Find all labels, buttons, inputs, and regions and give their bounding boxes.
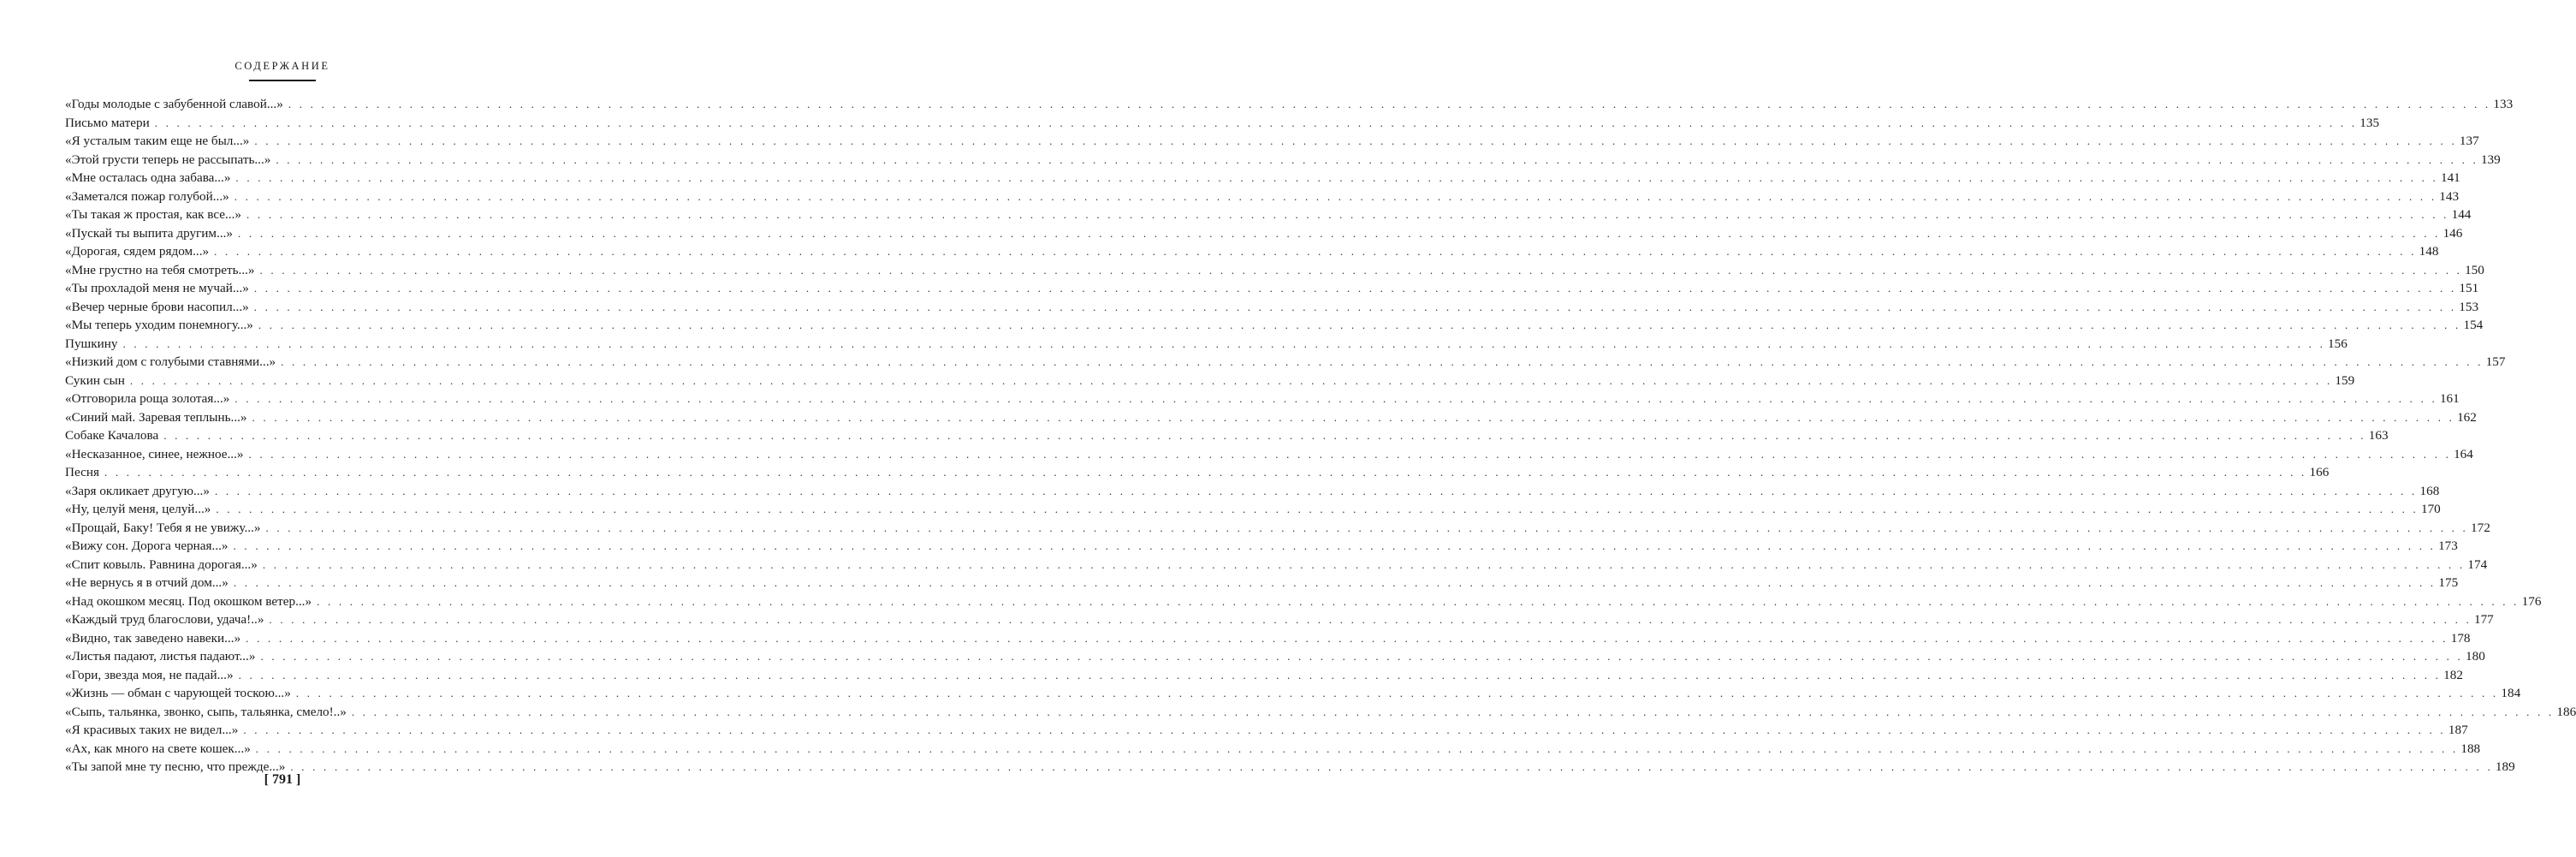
toc-entry-title: Сукин сын	[65, 372, 125, 388]
table-of-contents	[65, 95, 2576, 777]
dot-leader: . . . . . . . . . . . . . . . . . . . . . . . . . . . . . . . . . . . . . . . . . . . . . . . . . . . . . . . . . . . . . . . . . . . . . . . . . . . . . . . . . . . . . . . . . . . . . . . . . . . . . . . . . . . . . . . . . . . . . . . . . . . . . . . . . . . . . . . . . . . . . . . . . . . . . . . . . . . . . . . . . . . . . . . . . . . . . . . . . . . . . . . . . . . . . . . . . . . . . . . .	[255, 741, 2459, 755]
toc-entry-title: «Каждый труд благослови, удача!..»	[65, 612, 264, 627]
toc-entry-page: 153	[2459, 299, 2479, 314]
toc-entry-page: 174	[2467, 556, 2488, 572]
toc-entry-page: 157	[2485, 354, 2506, 369]
toc-entry-title: Письмо матери	[65, 115, 150, 130]
dot-leader: . . . . . . . . . . . . . . . . . . . . . . . . . . . . . . . . . . . . . . . . . . . . . . . . . . . . . . . . . . . . . . . . . . . . . . . . . . . . . . . . . . . . . . . . . . . . . . . . . . . . . . . . . . . . . . . . . . . . . . . . . . . . . . . . . . . . . . . . . . . . . . . . . . . . . . . . . . . . . . . . . . . . . . . . . . . . . . . . . . . . . . . . . . . . . . . . . . . . . . . .	[288, 98, 2491, 110]
toc-entry-page: 182	[2443, 667, 2463, 682]
toc-entry-title: «Ах, как много на свете кошек...»	[65, 741, 251, 756]
header-rule	[249, 80, 316, 81]
toc-entry-page: 170	[2420, 502, 2441, 516]
dot-leader: . . . . . . . . . . . . . . . . . . . . . . . . . . . . . . . . . . . . . . . . . . . . . . . . . . . . . . . . . . . . . . . . . . . . . . . . . . . . . . . . . . . . . . . . . . . . . . . . . . . . . . . . . . . . . . . . . . . . . . . . . . . . . . . . . . . . . . . . . . . . . . . . . . . . . . . . . . . . . . . . . . . . . . . . . . . . . . . . . . . . . . . . . . . . . . . . . . . . . . . .	[122, 336, 2326, 350]
toc-entry-page: 135	[2359, 115, 2380, 130]
toc-entry	[65, 740, 2481, 759]
toc-entry	[65, 445, 2473, 464]
toc-entry-title: «Отговорила роща золотая...»	[65, 391, 230, 406]
toc-entry	[65, 279, 2479, 298]
toc-entry-page: 180	[2466, 649, 2485, 664]
section-title: СОДЕРЖАНИЕ	[234, 60, 330, 72]
dot-leader: . . . . . . . . . . . . . . . . . . . . . . . . . . . . . . . . . . . . . . . . . . . . . . . . . . . . . . . . . . . . . . . . . . . . . . . . . . . . . . . . . . . . . . . . . . . . . . . . . . . . . . . . . . . . . . . . . . . . . . . . . . . . . . . . . . . . . . . . . . . . . . . . . . . . . . . . . . . . . . . . . . . . . . . . . . . . . . . . . . . . . . . . . . . . . . . . . . . . . . . .	[276, 152, 2478, 166]
toc-entry	[65, 408, 2477, 427]
toc-entry	[65, 666, 2463, 685]
toc-entry-title: «Ты такая ж простая, как все...»	[65, 207, 242, 222]
dot-leader: . . . . . . . . . . . . . . . . . . . . . . . . . . . . . . . . . . . . . . . . . . . . . . . . . . . . . . . . . . . . . . . . . . . . . . . . . . . . . . . . . . . . . . . . . . . . . . . . . . . . . . . . . . . . . . . . . . . . . . . . . . . . . . . . . . . . . . . . . . . . . . . . . . . . . . . . . . . . . . . . . . . . . . . . . . . . . . . . . . . . . . . . . . . . . . . . . . . . . . . .	[290, 760, 2493, 773]
dot-leader: . . . . . . . . . . . . . . . . . . . . . . . . . . . . . . . . . . . . . . . . . . . . . . . . . . . . . . . . . . . . . . . . . . . . . . . . . . . . . . . . . . . . . . . . . . . . . . . . . . . . . . . . . . . . . . . . . . . . . . . . . . . . . . . . . . . . . . . . . . . . . . . . . . . . . . . . . . . . . . . . . . . . . . . . . . . . . . . . . . . . . . . . . . . . . . . . . . . . . . . .	[252, 410, 2455, 424]
dot-leader: . . . . . . . . . . . . . . . . . . . . . . . . . . . . . . . . . . . . . . . . . . . . . . . . . . . . . . . . . . . . . . . . . . . . . . . . . . . . . . . . . . . . . . . . . . . . . . . . . . . . . . . . . . . . . . . . . . . . . . . . . . . . . . . . . . . . . . . . . . . . . . . . . . . . . . . . . . . . . . . . . . . . . . . . . . . . . . . . . . . . . . . . . . . . . . . . . . . . . . . .	[238, 226, 2441, 240]
toc-entry-title: «Ты запой мне ту песню, что прежде...»	[65, 759, 286, 774]
toc-entry-page: 143	[2439, 188, 2460, 204]
toc-entry	[65, 205, 2472, 224]
toc-entry-title: «Спит ковыль. Равнина дорогая...»	[65, 556, 258, 572]
toc-entry-title: Собаке Качалова	[65, 428, 159, 443]
toc-entry	[65, 500, 2441, 519]
toc-entry-page: 146	[2442, 225, 2463, 241]
toc-entry-page: 173	[2438, 539, 2458, 553]
toc-entry-page: 133	[2493, 97, 2514, 111]
dot-leader: . . . . . . . . . . . . . . . . . . . . . . . . . . . . . . . . . . . . . . . . . . . . . . . . . . . . . . . . . . . . . . . . . . . . . . . . . . . . . . . . . . . . . . . . . . . . . . . . . . . . . . . . . . . . . . . . . . . . . . . . . . . . . . . . . . . . . . . . . . . . . . . . . . . . . . . . . . . . . . . . . . . . . . . . . . . . . . . . . . . . . . . . . . . . . . . . . . . . . . . .	[351, 705, 2555, 718]
toc-entry-title: «Вижу сон. Дорога черная...»	[65, 539, 229, 553]
toc-entry-page: 176	[2521, 593, 2542, 609]
dot-leader: . . . . . . . . . . . . . . . . . . . . . . . . . . . . . . . . . . . . . . . . . . . . . . . . . . . . . . . . . . . . . . . . . . . . . . . . . . . . . . . . . . . . . . . . . . . . . . . . . . . . . . . . . . . . . . . . . . . . . . . . . . . . . . . . . . . . . . . . . . . . . . . . . . . . . . . . . . . . . . . . . . . . . . . . . . . . . . . . . . . . . . . . . . . . . . . . . . . . . . . .	[214, 245, 2417, 258]
toc-entry	[65, 390, 2460, 408]
toc-entry-title: «Мне осталась одна забава...»	[65, 170, 231, 185]
dot-leader: . . . . . . . . . . . . . . . . . . . . . . . . . . . . . . . . . . . . . . . . . . . . . . . . . . . . . . . . . . . . . . . . . . . . . . . . . . . . . . . . . . . . . . . . . . . . . . . . . . . . . . . . . . . . . . . . . . . . . . . . . . . . . . . . . . . . . . . . . . . . . . . . . . . . . . . . . . . . . . . . . . . . . . . . . . . . . . . . . . . . . . . . . . . . . . . . . . . . . . . .	[254, 134, 2457, 147]
toc-entry	[65, 647, 2485, 666]
toc-entry-title: Песня	[65, 465, 99, 479]
dot-leader: . . . . . . . . . . . . . . . . . . . . . . . . . . . . . . . . . . . . . . . . . . . . . . . . . . . . . . . . . . . . . . . . . . . . . . . . . . . . . . . . . . . . . . . . . . . . . . . . . . . . . . . . . . . . . . . . . . . . . . . . . . . . . . . . . . . . . . . . . . . . . . . . . . . . . . . . . . . . . . . . . . . . . . . . . . . . . . . . . . . . . . . . . . . . . . . . . . . . . . . .	[163, 429, 2366, 442]
toc-entry-page: 168	[2419, 483, 2440, 498]
dot-leader: . . . . . . . . . . . . . . . . . . . . . . . . . . . . . . . . . . . . . . . . . . . . . . . . . . . . . . . . . . . . . . . . . . . . . . . . . . . . . . . . . . . . . . . . . . . . . . . . . . . . . . . . . . . . . . . . . . . . . . . . . . . . . . . . . . . . . . . . . . . . . . . . . . . . . . . . . . . . . . . . . . . . . . . . . . . . . . . . . . . . . . . . . . . . . . . . . . . . . . . .	[265, 521, 2469, 534]
toc-entry-title: «Вечер черные брови насопил...»	[65, 299, 249, 314]
toc-entry-page: 189	[2495, 759, 2515, 774]
toc-entry-title: «Ты прохладой меня не мучай...»	[65, 281, 249, 295]
toc-entry	[65, 261, 2484, 280]
toc-entry	[65, 335, 2347, 354]
toc-entry	[65, 114, 2380, 133]
toc-entry-page: 141	[2440, 170, 2460, 185]
toc-entry-title: «Заря окликает другую...»	[65, 483, 210, 498]
dot-leader: . . . . . . . . . . . . . . . . . . . . . . . . . . . . . . . . . . . . . . . . . . . . . . . . . . . . . . . . . . . . . . . . . . . . . . . . . . . . . . . . . . . . . . . . . . . . . . . . . . . . . . . . . . . . . . . . . . . . . . . . . . . . . . . . . . . . . . . . . . . . . . . . . . . . . . . . . . . . . . . . . . . . . . . . . . . . . . . . . . . . . . . . . . . . . . . . . . . . . . . .	[104, 466, 2307, 479]
toc-entry-page: 162	[2457, 409, 2477, 425]
dot-leader: . . . . . . . . . . . . . . . . . . . . . . . . . . . . . . . . . . . . . . . . . . . . . . . . . . . . . . . . . . . . . . . . . . . . . . . . . . . . . . . . . . . . . . . . . . . . . . . . . . . . . . . . . . . . . . . . . . . . . . . . . . . . . . . . . . . . . . . . . . . . . . . . . . . . . . . . . . . . . . . . . . . . . . . . . . . . . . . . . . . . . . . . . . . . . . . . . . . . . . . .	[259, 263, 2463, 277]
toc-entry-title: «Не вернусь я в отчий дом...»	[65, 575, 229, 590]
toc-entry	[65, 169, 2460, 187]
toc-entry-page: 163	[2368, 428, 2389, 443]
toc-entry	[65, 592, 2542, 611]
dot-leader: . . . . . . . . . . . . . . . . . . . . . . . . . . . . . . . . . . . . . . . . . . . . . . . . . . . . . . . . . . . . . . . . . . . . . . . . . . . . . . . . . . . . . . . . . . . . . . . . . . . . . . . . . . . . . . . . . . . . . . . . . . . . . . . . . . . . . . . . . . . . . . . . . . . . . . . . . . . . . . . . . . . . . . . . . . . . . . . . . . . . . . . . . . . . . . . . . . . . . . . .	[260, 650, 2463, 663]
toc-entry	[65, 151, 2501, 170]
toc-entry-title: «Гори, звезда моя, не падай...»	[65, 667, 234, 682]
dot-leader: . . . . . . . . . . . . . . . . . . . . . . . . . . . . . . . . . . . . . . . . . . . . . . . . . . . . . . . . . . . . . . . . . . . . . . . . . . . . . . . . . . . . . . . . . . . . . . . . . . . . . . . . . . . . . . . . . . . . . . . . . . . . . . . . . . . . . . . . . . . . . . . . . . . . . . . . . . . . . . . . . . . . . . . . . . . . . . . . . . . . . . . . . . . . . . . . . . . . . . . .	[253, 300, 2457, 313]
toc-entry	[65, 463, 2330, 482]
toc-entry-title: «Я красивых таких не видел...»	[65, 723, 239, 737]
dot-leader: . . . . . . . . . . . . . . . . . . . . . . . . . . . . . . . . . . . . . . . . . . . . . . . . . . . . . . . . . . . . . . . . . . . . . . . . . . . . . . . . . . . . . . . . . . . . . . . . . . . . . . . . . . . . . . . . . . . . . . . . . . . . . . . . . . . . . . . . . . . . . . . . . . . . . . . . . . . . . . . . . . . . . . . . . . . . . . . . . . . . . . . . . . . . . . . . . . . . . . . .	[281, 355, 2484, 368]
toc-entry-title: «Дорогая, сядем рядом...»	[65, 244, 210, 259]
toc-entry-title: «Листья падают, листья падают...»	[65, 649, 256, 664]
toc-entry-title: «Годы молодые с забубенной славой...»	[65, 97, 283, 111]
toc-entry	[65, 482, 2440, 501]
dot-leader: . . . . . . . . . . . . . . . . . . . . . . . . . . . . . . . . . . . . . . . . . . . . . . . . . . . . . . . . . . . . . . . . . . . . . . . . . . . . . . . . . . . . . . . . . . . . . . . . . . . . . . . . . . . . . . . . . . . . . . . . . . . . . . . . . . . . . . . . . . . . . . . . . . . . . . . . . . . . . . . . . . . . . . . . . . . . . . . . . . . . . . . . . . . . . . . . . . . . . . . .	[243, 723, 2446, 736]
dot-leader: . . . . . . . . . . . . . . . . . . . . . . . . . . . . . . . . . . . . . . . . . . . . . . . . . . . . . . . . . . . . . . . . . . . . . . . . . . . . . . . . . . . . . . . . . . . . . . . . . . . . . . . . . . . . . . . . . . . . . . . . . . . . . . . . . . . . . . . . . . . . . . . . . . . . . . . . . . . . . . . . . . . . . . . . . . . . . . . . . . . . . . . . . . . . . . . . . . . . . . . .	[317, 594, 2520, 608]
toc-entry	[65, 519, 2490, 538]
toc-entry	[65, 537, 2458, 556]
toc-entry-page: 188	[2460, 741, 2481, 756]
toc-entry	[65, 95, 2514, 114]
dot-leader: . . . . . . . . . . . . . . . . . . . . . . . . . . . . . . . . . . . . . . . . . . . . . . . . . . . . . . . . . . . . . . . . . . . . . . . . . . . . . . . . . . . . . . . . . . . . . . . . . . . . . . . . . . . . . . . . . . . . . . . . . . . . . . . . . . . . . . . . . . . . . . . . . . . . . . . . . . . . . . . . . . . . . . . . . . . . . . . . . . . . . . . . . . . . . . . . . . . . . . . .	[216, 503, 2419, 515]
toc-entry	[65, 224, 2463, 243]
toc-entry	[65, 132, 2479, 151]
toc-entry-title: «Этой грусти теперь не рассыпать...»	[65, 152, 271, 167]
toc-entry-page: 175	[2438, 575, 2459, 590]
page-header	[0, 58, 565, 81]
dot-leader: . . . . . . . . . . . . . . . . . . . . . . . . . . . . . . . . . . . . . . . . . . . . . . . . . . . . . . . . . . . . . . . . . . . . . . . . . . . . . . . . . . . . . . . . . . . . . . . . . . . . . . . . . . . . . . . . . . . . . . . . . . . . . . . . . . . . . . . . . . . . . . . . . . . . . . . . . . . . . . . . . . . . . . . . . . . . . . . . . . . . . . . . . . . . . . . . . . . . . . . .	[246, 208, 2449, 221]
toc-entry-page: 148	[2419, 244, 2439, 259]
toc-entry-page: 144	[2451, 207, 2472, 222]
toc-entry-title: «Синий май. Заревая теплынь...»	[65, 409, 247, 425]
toc-entry	[65, 703, 2576, 722]
toc-entry-title: «Видно, так заведено навеки...»	[65, 630, 241, 646]
toc-entry-title: «Мне грустно на тебя смотреть...»	[65, 262, 255, 277]
toc-entry-page: 186	[2556, 704, 2576, 719]
dot-leader: . . . . . . . . . . . . . . . . . . . . . . . . . . . . . . . . . . . . . . . . . . . . . . . . . . . . . . . . . . . . . . . . . . . . . . . . . . . . . . . . . . . . . . . . . . . . . . . . . . . . . . . . . . . . . . . . . . . . . . . . . . . . . . . . . . . . . . . . . . . . . . . . . . . . . . . . . . . . . . . . . . . . . . . . . . . . . . . . . . . . . . . . . . . . . . . . . . . . . . . .	[246, 631, 2448, 645]
dot-leader: . . . . . . . . . . . . . . . . . . . . . . . . . . . . . . . . . . . . . . . . . . . . . . . . . . . . . . . . . . . . . . . . . . . . . . . . . . . . . . . . . . . . . . . . . . . . . . . . . . . . . . . . . . . . . . . . . . . . . . . . . . . . . . . . . . . . . . . . . . . . . . . . . . . . . . . . . . . . . . . . . . . . . . . . . . . . . . . . . . . . . . . . . . . . . . . . . . . . . . . .	[233, 576, 2437, 589]
dot-leader: . . . . . . . . . . . . . . . . . . . . . . . . . . . . . . . . . . . . . . . . . . . . . . . . . . . . . . . . . . . . . . . . . . . . . . . . . . . . . . . . . . . . . . . . . . . . . . . . . . . . . . . . . . . . . . . . . . . . . . . . . . . . . . . . . . . . . . . . . . . . . . . . . . . . . . . . . . . . . . . . . . . . . . . . . . . . . . . . . . . . . . . . . . . . . . . . . . . . . . . .	[248, 447, 2452, 461]
toc-entry-page: 177	[2473, 612, 2494, 627]
toc-entry	[65, 298, 2479, 317]
toc-entry-title: «Заметался пожар голубой...»	[65, 188, 229, 204]
toc-entry	[65, 242, 2439, 261]
toc-entry-title: «Низкий дом с голубыми ставнями...»	[65, 354, 276, 369]
toc-entry-page: 154	[2463, 318, 2484, 332]
toc-entry-title: «Пускай ты выпита другим...»	[65, 225, 234, 241]
dot-leader: . . . . . . . . . . . . . . . . . . . . . . . . . . . . . . . . . . . . . . . . . . . . . . . . . . . . . . . . . . . . . . . . . . . . . . . . . . . . . . . . . . . . . . . . . . . . . . . . . . . . . . . . . . . . . . . . . . . . . . . . . . . . . . . . . . . . . . . . . . . . . . . . . . . . . . . . . . . . . . . . . . . . . . . . . . . . . . . . . . . . . . . . . . . . . . . . . . . . . . . .	[214, 484, 2418, 497]
toc-entry	[65, 316, 2484, 335]
dot-leader: . . . . . . . . . . . . . . . . . . . . . . . . . . . . . . . . . . . . . . . . . . . . . . . . . . . . . . . . . . . . . . . . . . . . . . . . . . . . . . . . . . . . . . . . . . . . . . . . . . . . . . . . . . . . . . . . . . . . . . . . . . . . . . . . . . . . . . . . . . . . . . . . . . . . . . . . . . . . . . . . . . . . . . . . . . . . . . . . . . . . . . . . . . . . . . . . . . . . . . . .	[234, 392, 2437, 405]
toc-entry-title: «Мы теперь уходим понемногу...»	[65, 318, 253, 332]
toc-entry-page: 164	[2454, 446, 2473, 461]
dot-leader: . . . . . . . . . . . . . . . . . . . . . . . . . . . . . . . . . . . . . . . . . . . . . . . . . . . . . . . . . . . . . . . . . . . . . . . . . . . . . . . . . . . . . . . . . . . . . . . . . . . . . . . . . . . . . . . . . . . . . . . . . . . . . . . . . . . . . . . . . . . . . . . . . . . . . . . . . . . . . . . . . . . . . . . . . . . . . . . . . . . . . . . . . . . . . . . . . . . . . . . .	[129, 373, 2333, 387]
toc-entry-page: 159	[2335, 372, 2355, 388]
dot-leader: . . . . . . . . . . . . . . . . . . . . . . . . . . . . . . . . . . . . . . . . . . . . . . . . . . . . . . . . . . . . . . . . . . . . . . . . . . . . . . . . . . . . . . . . . . . . . . . . . . . . . . . . . . . . . . . . . . . . . . . . . . . . . . . . . . . . . . . . . . . . . . . . . . . . . . . . . . . . . . . . . . . . . . . . . . . . . . . . . . . . . . . . . . . . . . . . . . . . . . . .	[295, 687, 2499, 699]
dot-leader: . . . . . . . . . . . . . . . . . . . . . . . . . . . . . . . . . . . . . . . . . . . . . . . . . . . . . . . . . . . . . . . . . . . . . . . . . . . . . . . . . . . . . . . . . . . . . . . . . . . . . . . . . . . . . . . . . . . . . . . . . . . . . . . . . . . . . . . . . . . . . . . . . . . . . . . . . . . . . . . . . . . . . . . . . . . . . . . . . . . . . . . . . . . . . . . . . . . . . . . .	[234, 189, 2437, 203]
dot-leader: . . . . . . . . . . . . . . . . . . . . . . . . . . . . . . . . . . . . . . . . . . . . . . . . . . . . . . . . . . . . . . . . . . . . . . . . . . . . . . . . . . . . . . . . . . . . . . . . . . . . . . . . . . . . . . . . . . . . . . . . . . . . . . . . . . . . . . . . . . . . . . . . . . . . . . . . . . . . . . . . . . . . . . . . . . . . . . . . . . . . . . . . . . . . . . . . . . . . . . . .	[233, 539, 2437, 552]
toc-entry-page: 151	[2459, 281, 2479, 295]
toc-entry-title: «Я усталым таким еще не был...»	[65, 134, 250, 148]
toc-entry-title: «Прощай, Баку! Тебя я не увижу...»	[65, 520, 261, 535]
page-number: [ 791 ]	[264, 772, 301, 787]
toc-entry-title: «Жизнь — обман с чарующей тоскою...»	[65, 686, 291, 700]
toc-entry-page: 139	[2480, 152, 2501, 167]
toc-entry	[65, 426, 2389, 445]
dot-leader: . . . . . . . . . . . . . . . . . . . . . . . . . . . . . . . . . . . . . . . . . . . . . . . . . . . . . . . . . . . . . . . . . . . . . . . . . . . . . . . . . . . . . . . . . . . . . . . . . . . . . . . . . . . . . . . . . . . . . . . . . . . . . . . . . . . . . . . . . . . . . . . . . . . . . . . . . . . . . . . . . . . . . . . . . . . . . . . . . . . . . . . . . . . . . . . . . . . . . . . .	[238, 668, 2442, 681]
toc-entry-page: 187	[2448, 723, 2468, 737]
toc-entry-page: 166	[2309, 465, 2330, 479]
dot-leader: . . . . . . . . . . . . . . . . . . . . . . . . . . . . . . . . . . . . . . . . . . . . . . . . . . . . . . . . . . . . . . . . . . . . . . . . . . . . . . . . . . . . . . . . . . . . . . . . . . . . . . . . . . . . . . . . . . . . . . . . . . . . . . . . . . . . . . . . . . . . . . . . . . . . . . . . . . . . . . . . . . . . . . . . . . . . . . . . . . . . . . . . . . . . . . . . . . . . . . . .	[235, 171, 2438, 184]
toc-entry-title: «Сыпь, тальянка, звонко, сыпь, тальянка, смело!..»	[65, 704, 347, 719]
toc-entry-title: «Над окошком месяц. Под окошком ветер...»	[65, 593, 312, 609]
toc-entry	[65, 556, 2488, 574]
toc-entry	[65, 721, 2468, 740]
toc-entry	[65, 574, 2459, 592]
dot-leader: . . . . . . . . . . . . . . . . . . . . . . . . . . . . . . . . . . . . . . . . . . . . . . . . . . . . . . . . . . . . . . . . . . . . . . . . . . . . . . . . . . . . . . . . . . . . . . . . . . . . . . . . . . . . . . . . . . . . . . . . . . . . . . . . . . . . . . . . . . . . . . . . . . . . . . . . . . . . . . . . . . . . . . . . . . . . . . . . . . . . . . . . . . . . . . . . . . . . . . . .	[253, 282, 2457, 295]
toc-entry	[65, 629, 2471, 648]
toc-entry	[65, 610, 2494, 629]
toc-entry	[65, 372, 2355, 390]
toc-entry-page: 156	[2328, 336, 2347, 351]
toc-entry-title: «Ну, целуй меня, целуй...»	[65, 502, 211, 516]
dot-leader: . . . . . . . . . . . . . . . . . . . . . . . . . . . . . . . . . . . . . . . . . . . . . . . . . . . . . . . . . . . . . . . . . . . . . . . . . . . . . . . . . . . . . . . . . . . . . . . . . . . . . . . . . . . . . . . . . . . . . . . . . . . . . . . . . . . . . . . . . . . . . . . . . . . . . . . . . . . . . . . . . . . . . . . . . . . . . . . . . . . . . . . . . . . . . . . . . . . . . . . .	[154, 116, 2358, 129]
dot-leader: . . . . . . . . . . . . . . . . . . . . . . . . . . . . . . . . . . . . . . . . . . . . . . . . . . . . . . . . . . . . . . . . . . . . . . . . . . . . . . . . . . . . . . . . . . . . . . . . . . . . . . . . . . . . . . . . . . . . . . . . . . . . . . . . . . . . . . . . . . . . . . . . . . . . . . . . . . . . . . . . . . . . . . . . . . . . . . . . . . . . . . . . . . . . . . . . . . . . . . . .	[269, 613, 2472, 626]
toc-entry-page: 184	[2501, 686, 2521, 700]
toc-entry-page: 137	[2459, 134, 2479, 148]
toc-entry-title: Пушкину	[65, 336, 118, 351]
toc-entry-page: 172	[2471, 520, 2490, 535]
toc-entry	[65, 187, 2460, 206]
toc-entry	[65, 684, 2521, 703]
toc-entry-page: 161	[2439, 391, 2460, 406]
toc-entry-page: 178	[2450, 630, 2471, 646]
dot-leader: . . . . . . . . . . . . . . . . . . . . . . . . . . . . . . . . . . . . . . . . . . . . . . . . . . . . . . . . . . . . . . . . . . . . . . . . . . . . . . . . . . . . . . . . . . . . . . . . . . . . . . . . . . . . . . . . . . . . . . . . . . . . . . . . . . . . . . . . . . . . . . . . . . . . . . . . . . . . . . . . . . . . . . . . . . . . . . . . . . . . . . . . . . . . . . . . . . . . . . . .	[258, 318, 2461, 331]
dot-leader: . . . . . . . . . . . . . . . . . . . . . . . . . . . . . . . . . . . . . . . . . . . . . . . . . . . . . . . . . . . . . . . . . . . . . . . . . . . . . . . . . . . . . . . . . . . . . . . . . . . . . . . . . . . . . . . . . . . . . . . . . . . . . . . . . . . . . . . . . . . . . . . . . . . . . . . . . . . . . . . . . . . . . . . . . . . . . . . . . . . . . . . . . . . . . . . . . . . . . . . .	[262, 557, 2466, 571]
toc-entry-page: 150	[2465, 262, 2484, 277]
toc-entry	[65, 353, 2506, 372]
toc-entry-title: «Несказанное, синее, нежное...»	[65, 446, 244, 461]
